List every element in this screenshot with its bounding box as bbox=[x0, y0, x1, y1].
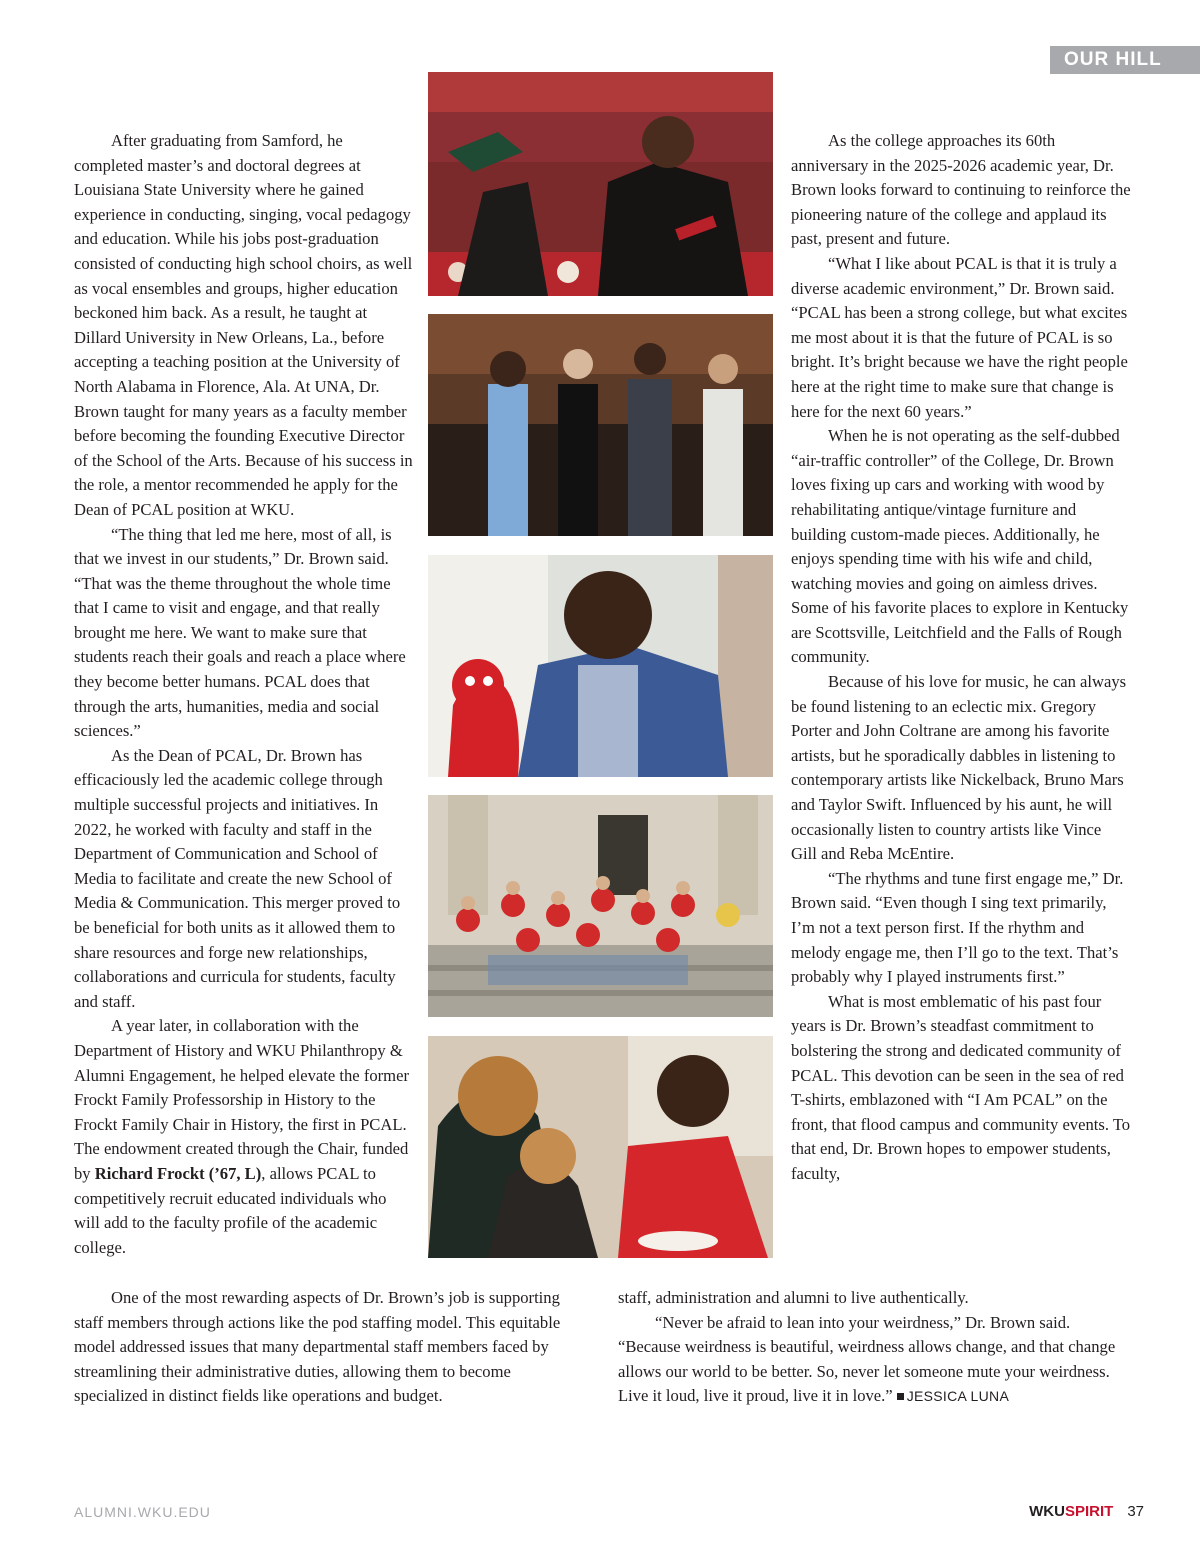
left-paragraph-3: As the Dean of PCAL, Dr. Brown has efficaciously led the academic college through multiple successful projects and initiatives. In 2022, he worked with faculty and staff in the Department of Communication and School of Media to facilitate and create the new School of Media & Communication. This merger proved to be beneficial for both units as it allowed them to share resources and forge new relationships, collaborations and curricula for students, faculty and staff. bbox=[74, 745, 401, 1011]
brand-wku: WKU bbox=[1029, 1503, 1065, 1520]
end-mark-icon bbox=[897, 1393, 904, 1400]
right-paragraph-6: What is most emblematic of his past four years is Dr. Brown’s steadfast commitment to bolstering the strong and dedicated community of PCAL. This devotion can be seen in the sea of red T-shirts, emblazoned with “I Am PCAL” on the front, that flood campus and community events. To that end, Dr. Brown hopes to empower students, faculty, bbox=[791, 991, 1131, 1183]
right-paragraph-3: When he is not operating as the self-dubbed “air-traffic controller” of the College, Dr. Brown loves fixing up cars and working with wood by rehabilitating antique/vintage furniture and building custom-made pieces. Additionally, he enjoys spending time with his wife and child, watching movies and going on aimless drives. Some of his favorite places to explore in Kentucky are Scottsville, Leitchfield and the Falls of Rough community. bbox=[791, 426, 1129, 667]
faculty-group-photo bbox=[428, 314, 773, 536]
section-tag: OUR HILL bbox=[1050, 46, 1200, 74]
right-paragraph-4: Because of his love for music, he can always be found listening to an eclectic mix. Gregory Porter and John Coltrane are among his favorite artists, but he sporadically dabbles in listening to contemporary artists like Nickelback, Bruno Mars and Taylor Swift. Influenced by his aunt, he will occasionally listen to country artists like Vince Gill and Reba McEntire. bbox=[791, 672, 1127, 864]
brand-spirit: SPIRIT bbox=[1064, 1503, 1114, 1520]
students-steps-photo bbox=[428, 795, 773, 1017]
right-paragraph-2: “What I like about PCAL is that it is truly a diverse academic environment,” Dr. Brown said. “PCAL has been a strong college, but what excites me most about it is that the future of PCAL is so bright. It’s bright because we have the right people here at the right time to make sure that change is here for the next 60 years.” bbox=[791, 253, 1128, 421]
right-column bbox=[791, 129, 1131, 1187]
left-paragraph-2: “The thing that led me here, most of all, is that we invest in our students,” Dr. Brown said. “That was the theme throughout the whole time that I came to visit and engage, and that really brought me here. We want to make sure that students reach their goals and reach a place where they become better humans. PCAL does that through the arts, humanities, media and social sciences.” bbox=[74, 524, 406, 741]
graduation-photo bbox=[428, 72, 773, 296]
left-paragraph-1: After graduating from Samford, he completed master’s and doctoral degrees at Louisiana State University where he gained experience in conducting, singing, vocal pedagogy and education. While his jobs post-graduation consisted of conducting high school choirs, as well as vocal ensembles and groups, higher education beckoned him back. As a result, he taught at Dillard University in New Orleans, La., before accepting a teaching position at the University of North Alabama in Florence, Ala. At UNA, Dr. Brown taught for many years as a faculty member before becoming the founding Executive Director of the School of the Arts. Because of his success in the role, a mentor recommended he apply for the Dean of PCAL position at WKU. bbox=[74, 131, 413, 519]
left-paragraph-4-text-end: , allows PCAL to competitively recruit educated individuals who will add to the faculty profile of the academic college. bbox=[74, 1163, 387, 1257]
right-paragraph-1: As the college approaches its 60th anniversary in the 2025-2026 academic year, Dr. Brown looks forward to continuing to reinforce the pioneering nature of the college and applaud its past, present and future. bbox=[791, 131, 1131, 249]
footer-website: ALUMNI.WKU.EDU bbox=[74, 1504, 211, 1520]
dean-smiling-photo bbox=[428, 555, 773, 777]
bottom-right-paragraph-1: staff, administration and alumni to live authentically. bbox=[618, 1288, 969, 1307]
page-number: 37 bbox=[1127, 1503, 1144, 1520]
right-paragraph-5: “The rhythms and tune first engage me,” Dr. Brown said. “Even though I sing text primarily, I’m not a text person first. If the rhythm and melody engage me, then I’ll go to the text. That’s probably why I played instruments first.” bbox=[791, 868, 1124, 987]
byline: JESSICA LUNA bbox=[906, 1388, 1010, 1405]
left-column bbox=[74, 129, 414, 1260]
bottom-right-text bbox=[618, 1286, 1130, 1409]
bottom-right-paragraph-2 bbox=[618, 1311, 1130, 1409]
closing-quote: “Never be afraid to lean into your weirdness,” Dr. Brown said. “Because weirdness is beautiful, weirdness allows change, and that change allows our world to be better. So, never let someone mute your weirdness. Live it loud, live it proud, live it in love.” bbox=[618, 1312, 1116, 1406]
left-paragraph-4-text: A year later, in collaboration with the Department of History and WKU Philanthropy & Alumni Engagement, he helped elevate the former Frockt Family Professorship in History to the Frockt Family Chair in History, the first in PCAL. The endowment created through the Chair, funded by bbox=[74, 1016, 409, 1183]
dining-photo bbox=[428, 1036, 773, 1258]
footer-brand bbox=[1029, 1503, 1144, 1520]
bottom-left-text bbox=[74, 1286, 586, 1409]
left-paragraph-4 bbox=[74, 1014, 414, 1260]
donor-name: Richard Frockt (’67, L) bbox=[94, 1163, 262, 1183]
bottom-left-paragraph: One of the most rewarding aspects of Dr. Brown’s job is supporting staff members through actions like the pod staffing model. This equitable model addressed issues that many departmental staff members faced by streamlining their administrative duties, allowing them to become specialized in distinct fields like operations and budget. bbox=[74, 1288, 561, 1406]
